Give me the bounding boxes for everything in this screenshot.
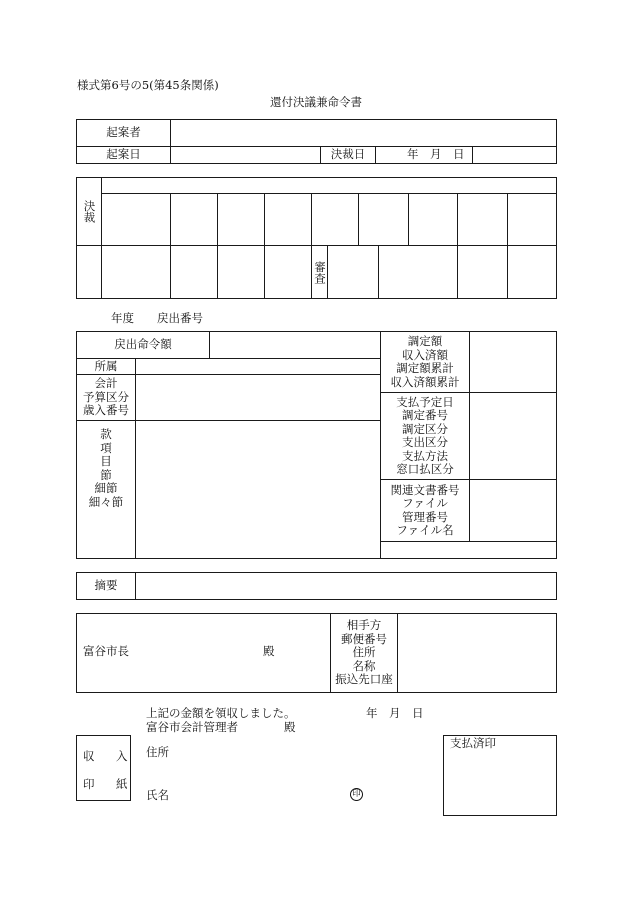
- blank-cell: [473, 147, 556, 163]
- blank-cell: [381, 542, 556, 558]
- seal-mark: 印: [350, 788, 363, 801]
- drafter-label: [77, 120, 170, 146]
- summary-value: [136, 573, 556, 599]
- draft-date-value: [171, 147, 320, 163]
- payment-label: 窓口払区分: [396, 462, 454, 476]
- table-divider: [457, 194, 458, 245]
- table-divider: [311, 194, 312, 245]
- payment-label: 調定番号: [402, 408, 448, 422]
- table-divider: [507, 194, 508, 245]
- assessment-value: [470, 332, 556, 392]
- receipt-date: 年 月 日: [366, 706, 424, 720]
- receipt-recipient: 富谷市会計管理者: [146, 720, 238, 734]
- assessment-labels: [381, 332, 469, 392]
- department-value: [136, 359, 380, 374]
- receipt-address-label: 住所: [146, 745, 169, 759]
- revenue-stamp-label: 収 入: [83, 749, 133, 763]
- decision-date-value: [376, 147, 472, 163]
- receipt-name-label: 氏名: [146, 788, 169, 802]
- address-label: 住所: [352, 645, 376, 660]
- summary-label: [77, 573, 135, 599]
- budget-category-label: 予算区分: [83, 389, 129, 404]
- fiscal-year-label: 年度: [111, 311, 134, 325]
- decision-label: [77, 178, 101, 245]
- decision-label-text: 決裁: [82, 200, 97, 223]
- approval-stamp-grid: [76, 177, 557, 299]
- table-divider: [378, 246, 379, 298]
- counterparty-label: 相手方: [346, 618, 382, 633]
- payment-label: 支払方法: [402, 448, 448, 463]
- table-divider: [457, 246, 458, 298]
- counterparty-value: [398, 614, 556, 692]
- postal-code-label: 郵便番号: [341, 631, 387, 646]
- department-label-text: 所属: [94, 358, 118, 373]
- summary-table: [76, 572, 557, 600]
- assessment-label: 調定額累計: [396, 361, 454, 375]
- payee-table: [76, 613, 557, 693]
- table-divider: [217, 194, 218, 245]
- form-title: 還付決議兼命令書: [270, 95, 362, 109]
- revenue-number-label: 歳入番号: [83, 403, 129, 418]
- document-labels: [381, 480, 469, 541]
- draft-date-label-text: 起案日: [106, 147, 141, 162]
- payment-label: 支出区分: [402, 435, 448, 449]
- document-label: 関連文書番号: [390, 482, 460, 497]
- bank-account-label: 振込先口座: [335, 672, 393, 687]
- accounting-value: [136, 375, 380, 420]
- refund-amount-value: [210, 332, 380, 358]
- drafter-label-text: 起案者: [106, 125, 141, 140]
- budget-item-label: 細々節: [88, 494, 124, 509]
- budget-item-label: 款: [100, 427, 112, 441]
- receipt-statement: 上記の金額を領収しました。: [146, 706, 296, 720]
- payment-label: 調定区分: [402, 421, 448, 436]
- details-table: [76, 331, 557, 559]
- table-divider: [507, 246, 508, 298]
- department-label: [77, 359, 135, 374]
- assessment-label: 収入済額累計: [390, 374, 460, 389]
- accounting-labels: [77, 375, 135, 420]
- decision-date-label: [321, 147, 375, 163]
- document-label: 管理番号: [402, 509, 448, 524]
- table-divider: [264, 194, 265, 245]
- payment-labels: [381, 393, 469, 479]
- budget-item-labels: [77, 421, 135, 558]
- table-divider: [101, 178, 102, 298]
- accounting-label: 会計: [94, 376, 118, 391]
- assessment-label: 収入済額: [402, 347, 448, 362]
- payment-label: 支払予定日: [396, 394, 454, 409]
- name-label: 名称: [352, 658, 376, 673]
- review-label-text: 審査: [313, 260, 327, 284]
- draft-date-label: [77, 147, 170, 163]
- assessment-label: 調定額: [407, 334, 443, 348]
- table-divider: [217, 246, 218, 298]
- document-value: [470, 480, 556, 541]
- paid-stamp-label: 支払済印: [450, 736, 496, 750]
- payment-value: [470, 393, 556, 479]
- table-divider: [327, 246, 328, 298]
- table-divider: [170, 194, 171, 245]
- table-divider: [264, 246, 265, 298]
- recipient-honorific: 殿: [284, 720, 296, 734]
- table-divider: [358, 194, 359, 245]
- refund-number-label: 戻出番号: [157, 311, 203, 325]
- review-label: [312, 246, 327, 298]
- revenue-stamp-label: 印 紙: [83, 777, 133, 791]
- paid-stamp-box: [443, 735, 557, 816]
- form-number: 様式第6号の5(第45条関係): [77, 78, 219, 92]
- addressee: 富谷市長: [83, 644, 129, 658]
- drafting-table: [76, 119, 557, 164]
- budget-item-label: 項: [100, 440, 112, 455]
- budget-item-label: 節: [100, 467, 112, 482]
- document-label: ファイル: [402, 496, 448, 510]
- revenue-stamp-box: [76, 735, 131, 801]
- document-label: ファイル名: [396, 523, 454, 537]
- drafter-value: [171, 120, 556, 146]
- refund-amount-label-text: 戻出命令額: [114, 337, 172, 352]
- counterparty-labels: [331, 614, 397, 692]
- decision-date-label-text: 決裁日: [330, 147, 366, 162]
- table-divider: [408, 194, 409, 245]
- budget-item-label: 細節: [94, 481, 118, 495]
- budget-item-label: 目: [100, 454, 112, 468]
- refund-amount-label: [77, 332, 209, 358]
- summary-label-text: 摘要: [94, 578, 118, 593]
- table-divider: [170, 246, 171, 298]
- addressee-honorific: 殿: [263, 644, 275, 658]
- budget-item-value: [136, 421, 380, 558]
- decision-date-format: 年 月 日: [407, 147, 465, 162]
